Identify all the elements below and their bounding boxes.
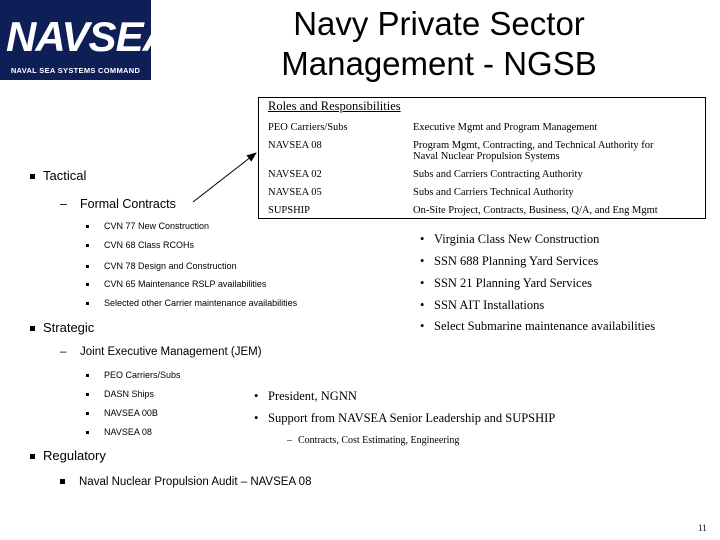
role-org: SUPSHIP <box>268 205 311 216</box>
list-item: CVN 78 Design and Construction <box>86 261 237 271</box>
list-subitem: – Contracts, Cost Estimating, Engineering <box>287 435 460 446</box>
list-item: • Support from NAVSEA Senior Leadership and SUPSHIP <box>254 411 556 425</box>
role-desc: Subs and Carriers Contracting Authority <box>413 169 583 180</box>
square-bullet-icon <box>30 174 35 179</box>
list-item: • Select Submarine maintenance availabilities <box>420 319 656 333</box>
regulatory-heading: Regulatory <box>30 448 106 463</box>
role-desc: On-Site Project, Contracts, Business, Q/A, and Eng Mgmt <box>413 205 658 216</box>
roles-heading: Roles and Responsibilities <box>268 99 401 113</box>
list-item: CVN 77 New Construction <box>86 221 209 231</box>
list-item: • Virginia Class New Construction <box>420 232 600 246</box>
tactical-subheading: – Formal Contracts <box>60 197 176 211</box>
role-org: NAVSEA 02 <box>268 169 322 180</box>
strategic-heading: Strategic <box>30 320 94 335</box>
list-item: PEO Carriers/Subs <box>86 370 181 380</box>
title-line-2: Management - NGSB <box>281 45 597 82</box>
list-item: NAVSEA 08 <box>86 427 152 437</box>
list-item: NAVSEA 00B <box>86 408 158 418</box>
role-org: PEO Carriers/Subs <box>268 122 348 133</box>
square-bullet-icon <box>30 326 35 331</box>
list-item: DASN Ships <box>86 389 154 399</box>
list-item: Selected other Carrier maintenance availabilities <box>86 298 297 308</box>
square-bullet-icon <box>30 454 35 459</box>
logo-subtitle: NAVAL SEA SYSTEMS COMMAND <box>10 66 141 75</box>
role-org: NAVSEA 05 <box>268 187 322 198</box>
title-line-1: Navy Private Sector <box>293 5 585 42</box>
page-number: 11 <box>698 523 707 533</box>
list-item: • SSN 688 Planning Yard Services <box>420 254 599 268</box>
strategic-subheading: – Joint Executive Management (JEM) <box>60 346 262 358</box>
role-desc: Executive Mgmt and Program Management <box>413 122 598 133</box>
list-item: • SSN AIT Installations <box>420 298 545 312</box>
tactical-heading: Tactical <box>30 168 86 183</box>
role-desc: Program Mgmt, Contracting, and Technical Authority for <box>413 140 654 151</box>
role-desc: Subs and Carriers Technical Authority <box>413 187 574 198</box>
regulatory-item: Naval Nuclear Propulsion Audit – NAVSEA 08 <box>60 476 311 488</box>
role-org: NAVSEA 08 <box>268 140 322 151</box>
list-item: • SSN 21 Planning Yard Services <box>420 276 592 290</box>
list-item: • President, NGNN <box>254 389 357 403</box>
role-desc-cont: Naval Nuclear Propulsion Systems <box>413 151 560 162</box>
logo-word: NAVSEA <box>6 13 172 60</box>
list-item: CVN 65 Maintenance RSLP availabilities <box>86 279 266 289</box>
list-item: CVN 68 Class RCOHs <box>86 240 194 250</box>
